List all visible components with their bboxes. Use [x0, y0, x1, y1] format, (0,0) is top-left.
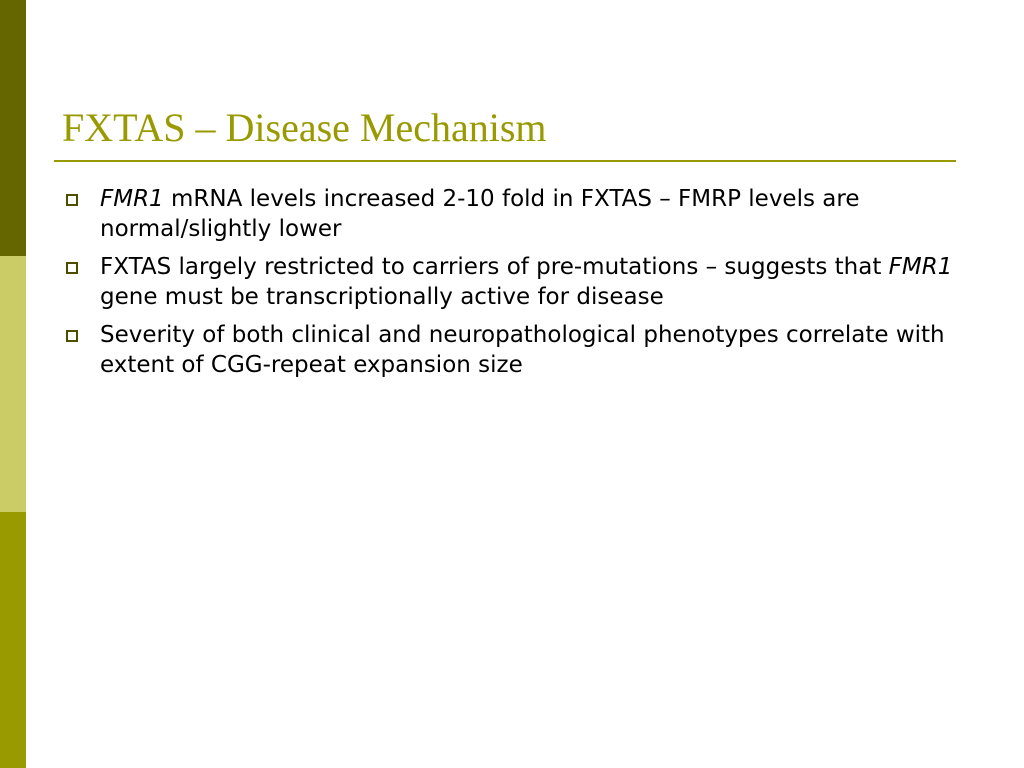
bullet-text-start: FXTAS largely restricted to carriers of pre-mutations – suggests that	[100, 254, 889, 280]
square-bullet-icon	[66, 330, 78, 342]
bullet-text: mRNA levels increased 2-10 fold in FXTAS – FMRP levels are normal/slightly lower	[100, 186, 860, 242]
bullet-item-2	[62, 252, 962, 312]
bullet-item-1	[62, 184, 962, 244]
square-bullet-icon	[66, 262, 78, 274]
gene-name: FMR1	[100, 186, 164, 212]
bullet-text-end: gene must be transcriptionally active for disease	[100, 284, 664, 310]
bullet-list	[62, 184, 962, 388]
slide-title: FXTAS – Disease Mechanism	[62, 105, 547, 150]
side-accent-bar-top	[0, 0, 26, 256]
side-accent-bar-middle	[0, 256, 26, 512]
bullet-item-3	[62, 320, 962, 380]
title-underline-rule	[54, 160, 956, 162]
bullet-text: Severity of both clinical and neuropathological phenotypes correlate with extent of CGG-repeat expansion size	[100, 322, 945, 378]
square-bullet-icon	[66, 194, 78, 206]
gene-name: FMR1	[888, 254, 953, 280]
side-accent-bar-bottom	[0, 512, 26, 768]
